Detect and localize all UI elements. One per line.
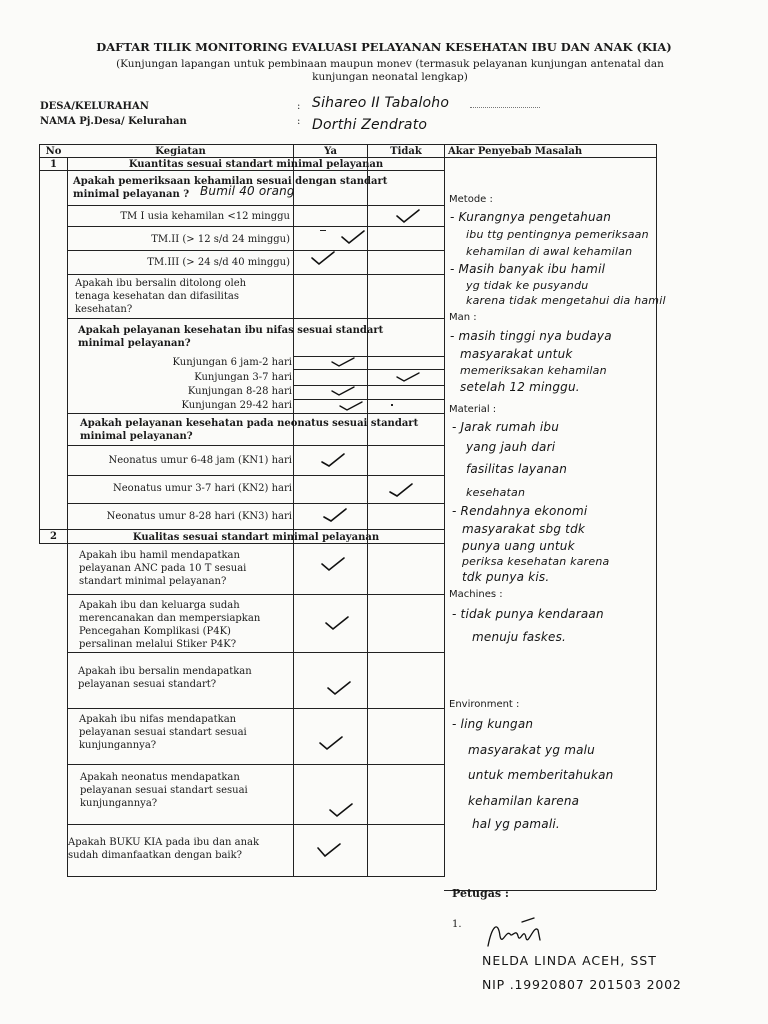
kunjungan-4-label: Kunjungan 29-42 hari	[181, 400, 292, 411]
buku-kia-line-2: sudah dimanfaatkan dengan baik?	[68, 850, 243, 861]
bersalin-2-line-1: Apakah ibu bersalin mendapatkan	[78, 666, 252, 677]
check-kunjungan-3-ya	[330, 383, 356, 399]
check-tm2-ya	[340, 229, 366, 245]
environment-line-3: untuk memberitahukan	[468, 768, 614, 782]
metode-line-3: kehamilan di awal kehamilan	[466, 245, 633, 258]
material-line-9: tdk punya kis.	[462, 570, 550, 584]
tm2-label: TM.II (> 12 s/d 24 minggu)	[151, 234, 290, 245]
metode-line-5: yg tidak ke pusyandu	[466, 279, 589, 292]
environment-line-2: masyarakat yg malu	[468, 743, 595, 757]
check-kunjungan-2-tidak	[395, 369, 421, 385]
material-line-1: - Jarak rumah ibu	[452, 420, 560, 434]
material-line-8: periksa kesehatan karena	[462, 555, 610, 568]
metode-line-2: ibu ttg pentingnya pemeriksaan	[466, 228, 649, 241]
check-tm3-ya	[310, 250, 336, 266]
nifas-2-line-3: kunjungannya?	[79, 740, 157, 751]
man-line-4: setelah 12 minggu.	[460, 380, 580, 394]
anc-line-2: pelayanan ANC pada 10 T sesuai	[79, 563, 247, 574]
man-line-3: memeriksakan kehamilan	[460, 364, 607, 377]
stray-mark	[320, 230, 326, 231]
signature	[482, 916, 552, 952]
desa-label: DESA/KELURAHAN	[40, 101, 149, 112]
material-line-5: - Rendahnya ekonomi	[452, 504, 588, 518]
bersalin-2-line-2: pelayanan sesuai standart?	[78, 679, 217, 690]
neonatus-1-line-1: Apakah pelayanan kesehatan pada neonatus sesuai standart	[80, 418, 419, 429]
section-2-number: 2	[50, 531, 57, 542]
environment-line-4: kehamilan karena	[468, 794, 580, 808]
desa-colon: :	[297, 101, 301, 112]
check-tm1-tidak	[395, 208, 421, 224]
q1-line-2: minimal pelayanan ?	[73, 189, 190, 200]
environment-line-5: hal yg pamali.	[472, 817, 560, 831]
pj-colon: :	[297, 116, 301, 127]
anc-line-1: Apakah ibu hamil mendapatkan	[79, 550, 240, 561]
material-line-2: yang jauh dari	[466, 440, 556, 454]
check-anc-ya	[320, 556, 346, 572]
bersalin-1-line-2: tenaga kesehatan dan difasilitas	[75, 291, 239, 302]
check-kn3-ya	[322, 507, 348, 523]
neonatus-2-line-1: Apakah neonatus mendapatkan	[80, 772, 240, 783]
check-neonatus-2-ya	[328, 802, 354, 818]
petugas-nip: NIP .19920807 201503 2002	[482, 977, 682, 992]
man-line-1: - masih tinggi nya budaya	[450, 329, 612, 343]
q1-handwritten-note: Bumil 40 orang	[200, 184, 295, 198]
environment-line-1: - ling kungan	[452, 717, 534, 731]
col-kegiatan-header: Kegiatan	[155, 146, 206, 157]
kunjungan-2-label: Kunjungan 3-7 hari	[194, 372, 292, 383]
metode-line-1: - Kurangnya pengetahuan	[450, 210, 612, 224]
desa-value: Sihareo II Tabaloho	[312, 95, 450, 111]
kunjungan-3-label: Kunjungan 8-28 hari	[187, 386, 292, 397]
nifas-2-line-2: pelayanan sesuai standart sesuai	[79, 727, 247, 738]
check-p4k-ya	[324, 615, 350, 631]
kunjungan-1-label: Kunjungan 6 jam-2 hari	[172, 357, 292, 368]
check-bersalin-2-ya	[326, 680, 352, 696]
tm3-label: TM.III (> 24 s/d 40 minggu)	[147, 257, 290, 268]
bersalin-1-line-1: Apakah ibu bersalin ditolong oleh	[75, 278, 247, 289]
neonatus-1-line-2: minimal pelayanan?	[80, 431, 193, 442]
kn3-label: Neonatus umur 8-28 hari (KN3) hari	[106, 511, 292, 522]
man-line-2: masyarakat untuk	[460, 347, 573, 361]
tm1-label: TM I usia kehamilan <12 minggu	[120, 211, 290, 222]
buku-kia-line-1: Apakah BUKU KIA pada ibu dan anak	[68, 837, 260, 848]
document-subtitle	[40, 58, 740, 84]
material-label: Material :	[449, 404, 497, 415]
p4k-line-1: Apakah ibu dan keluarga sudah	[79, 600, 240, 611]
pj-label: NAMA Pj.Desa/ Kelurahan	[40, 116, 187, 127]
document-title: DAFTAR TILIK MONITORING EVALUASI PELAYANAN KESEHATAN IBU DAN ANAK (KIA)	[96, 40, 672, 54]
section-1-number: 1	[50, 159, 57, 170]
p4k-line-2: merencanakan dan mempersiapkan	[79, 613, 261, 624]
metode-line-4: - Masih banyak ibu hamil	[450, 262, 606, 276]
material-line-6: masyarakat sbg tdk	[462, 522, 586, 536]
nifas-1-line-2: minimal pelayanan?	[78, 338, 191, 349]
col-ya-header: Ya	[324, 146, 337, 157]
pj-value: Dorthi Zendrato	[312, 117, 428, 133]
material-line-7: punya uang untuk	[462, 539, 575, 553]
nifas-1-line-1: Apakah pelayanan kesehatan ibu nifas sesuai standart	[78, 325, 384, 336]
check-kunjungan-4-ya	[338, 398, 364, 414]
metode-line-6: karena tidak mengetahui dia hamil	[466, 294, 666, 307]
petugas-name: NELDA LINDA ACEH, SST	[482, 953, 657, 968]
kn2-label: Neonatus umur 3-7 hari (KN2) hari	[113, 483, 292, 494]
col-tidak-header: Tidak	[390, 146, 422, 157]
material-line-3: fasilitas layanan	[466, 462, 568, 476]
bersalin-1-line-3: kesehatan?	[75, 304, 133, 315]
environment-label: Environment :	[449, 699, 520, 710]
material-line-4: kesehatan	[466, 486, 526, 499]
nifas-2-line-1: Apakah ibu nifas mendapatkan	[79, 714, 237, 725]
stray-dot	[391, 404, 393, 406]
machines-line-2: menuju faskes.	[472, 630, 567, 644]
col-no-header: No	[45, 146, 62, 157]
metode-label: Metode :	[449, 194, 493, 205]
machines-label: Machines :	[449, 589, 503, 600]
desa-underline	[470, 107, 540, 108]
section-2-title: Kualitas sesuai standart minimal pelayanan	[132, 532, 380, 543]
col-akar-header: Akar Penyebab Masalah	[448, 146, 583, 157]
check-kn1-ya	[320, 452, 346, 468]
man-label: Man :	[449, 312, 477, 323]
kn1-label: Neonatus umur 6-48 jam (KN1) hari	[108, 455, 292, 466]
petugas-number: 1.	[452, 919, 462, 930]
check-nifas-2-ya	[318, 735, 344, 751]
p4k-line-4: persalinan melalui Stiker P4K?	[79, 639, 237, 650]
section-1-title: Kuantitas sesuai standart minimal pelayanan	[128, 159, 384, 170]
machines-line-1: - tidak punya kendaraan	[452, 607, 604, 621]
subtitle-line-2: kunjungan neonatal lengkap)	[312, 71, 468, 83]
neonatus-2-line-3: kunjungannya?	[80, 798, 158, 809]
check-kunjungan-1-ya	[330, 354, 356, 370]
check-buku-kia-ya	[316, 842, 342, 858]
anc-line-3: standart minimal pelayanan?	[79, 576, 227, 587]
check-kn2-tidak	[388, 482, 414, 498]
subtitle-line-1: (Kunjungan lapangan untuk pembinaan maupun monev (termasuk pelayanan kunjungan antenatal dan	[116, 58, 664, 70]
p4k-line-3: Pencegahan Komplikasi (P4K)	[79, 626, 231, 637]
neonatus-2-line-2: pelayanan sesuai standart sesuai	[80, 785, 248, 796]
petugas-label: Petugas :	[452, 887, 509, 900]
q1-line-1: Apakah pemeriksaan kehamilan sesuai dengan standart	[73, 176, 388, 187]
